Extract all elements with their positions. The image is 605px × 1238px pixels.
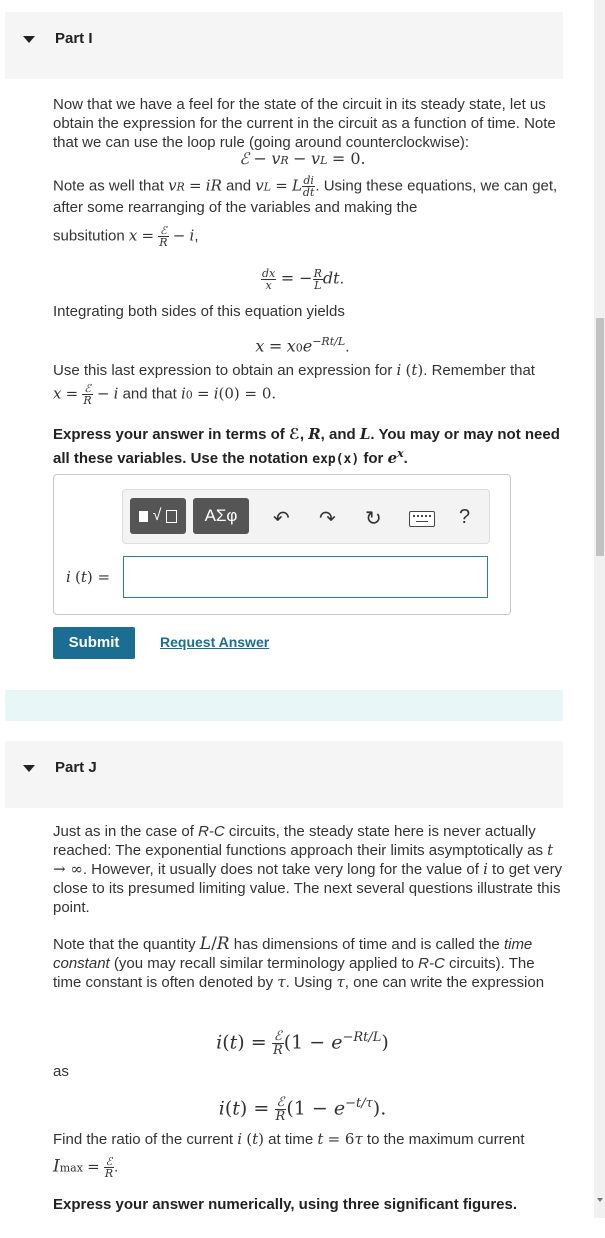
redo-icon[interactable]: ↷ [319,508,336,530]
collapse-triangle-icon[interactable] [23,765,35,772]
math-toolbar [122,489,490,544]
template-outline-icon [166,510,177,523]
collapse-triangle-icon[interactable] [23,36,35,43]
part-i-intro: Now that we have a feel for the state of the circuit in its steady state, let us obtain the expression for the current in the circuit as a function of time. Note that we can use the loop rule (going around counterclockwise): [53,96,556,151]
find-ratio-line: Find the ratio of the current i (t) at time t = 6τ to the maximum current [53,1130,525,1148]
part-i-title: Part I [55,30,93,47]
answer-label: i (t) = [66,568,111,586]
part-j-paragraph-2: Note that the quantity L/R has dimensions of time and is called the time constant (you may recall similar terminology applied to R-C circuits). The time constant is often denoted by τ. Using τ, one can write the expression [53,934,545,991]
remember-line: x = $\frac{\text{ℰ}}{R}$ − i and that i0 = i(0) = 0. [53,382,277,407]
answer-input[interactable] [123,556,488,598]
request-answer-link[interactable]: Request Answer [160,634,270,650]
templates-button[interactable] [130,498,186,534]
submit-button[interactable]: Submit [53,627,135,659]
integrating-line: Integrating both sides of this equation yields [53,303,345,320]
answer-box [53,474,511,615]
symbols-button[interactable]: ΑΣφ [193,498,249,534]
as-label: as [53,1063,69,1080]
radical-icon: √ [152,507,162,525]
scroll-down-icon[interactable] [597,1198,603,1202]
use-last-line: Use this last expression to obtain an expression for i (t). Remember that [53,361,535,379]
part-j-header[interactable] [5,741,563,808]
template-box-icon [139,511,148,522]
part-i-header[interactable] [5,12,563,79]
solution-equation: $x = x0e^{-Rt/L}$. [255,335,350,356]
loop-rule-equation: ℰ − vR − vL = 0. [239,149,366,168]
substitution-line: subsitution x = $\frac{\text{ℰ}}{R}$ − i, [53,224,199,249]
reset-icon[interactable]: ↻ [365,508,382,530]
current-equation-2: i(t) = $\frac{\text{ℰ}}{R}$ $(1 - e^{-t/\tau})$. [218,1095,387,1124]
feedback-band [5,690,563,721]
current-equation-1: i(t) = $\frac{\text{ℰ}}{R}$ $(1 - e^{-Rt/L})$ [216,1029,389,1058]
note-line: Note as well that vR = iR and vL = L $\frac{di}{dt}$ . Using these equations, we can get, after some rearranging of the variables and making the [53,174,558,216]
imax-line: Imax = $\frac{\text{ℰ}}{R}$ . [53,1155,119,1180]
help-icon[interactable]: ? [459,506,471,528]
keyboard-icon[interactable] [409,511,435,527]
undo-icon[interactable]: ↶ [273,508,290,530]
part-j-paragraph-1: Just as in the case of R-C circuits, the steady state here is never actually reached: The exponential functions approach their limits asymptotically as t → ∞. However, it usually does not take very long for the value of i to get very close to its presumed limiting value. The next several questions illustrate this point. [53,823,563,916]
differential-equation: $\frac{dx}{x}$ = − $\frac{R}{L}$ dt. [261,267,345,292]
part-i-instruction: Express your answer in terms of ℰ, R, and L. You may or may not need all these variables. Use the notation exp(x) for $e^x$. [53,425,560,467]
part-j-title: Part J [55,759,97,776]
part-j-instruction: Express your answer numerically, using three significant figures. [53,1196,518,1213]
